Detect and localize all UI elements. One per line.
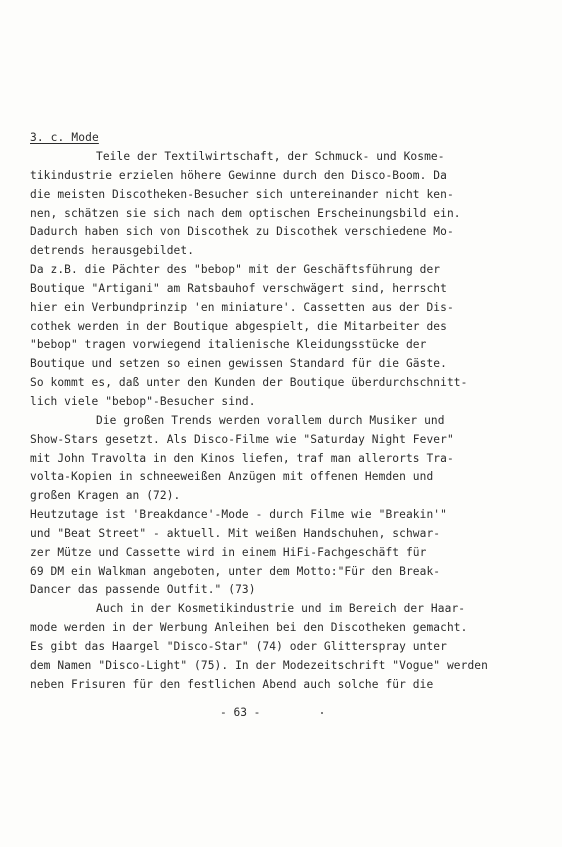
text-line: Dancer das passende Outfit." (73) [30, 583, 256, 597]
text-line: hier ein Verbundprinzip 'en miniature'. Cassetten aus der Dis- [30, 300, 454, 314]
text-line: Es gibt das Haargel "Disco-Star" (74) oder Glitterspray unter [30, 639, 447, 653]
text-line: Boutique und setzen so einen gewissen Standard für die Gäste. [30, 357, 447, 371]
text-line: Dadurch haben sich von Discothek zu Discothek verschiedene Mo- [30, 225, 454, 239]
scan-speck [321, 712, 323, 714]
text-line: großen Kragen an (72). [30, 489, 181, 503]
text-line: Die großen Trends werden vorallem durch Musiker und [96, 413, 445, 427]
body-text [30, 148, 550, 694]
text-line: mode werden in der Werbung Anleihen bei den Discotheken gemacht. [30, 621, 468, 635]
text-line: die meisten Discotheken-Besucher sich untereinander nicht ken- [30, 187, 454, 201]
text-line: 69 DM ein Walkman angeboten, unter dem Motto:"Für den Break- [30, 564, 441, 578]
text-line: zer Mütze und Cassette wird in einem HiFi-Fachgeschäft für [30, 545, 427, 559]
text-line: Boutique "Artigani" am Ratsbauhof verschwägert sind, herrscht [30, 281, 447, 295]
text-line: Auch in der Kosmetikindustrie und im Bereich der Haar- [96, 602, 466, 616]
text-line: dem Namen "Disco-Light" (75). In der Modezeitschrift "Vogue" werden [30, 658, 488, 672]
text-line: neben Frisuren für den festlichen Abend auch solche für die [30, 677, 434, 691]
text-line: mit John Travolta in den Kinos liefen, traf man allerorts Tra- [30, 451, 454, 465]
text-line: Heutzutage ist 'Breakdance'-Mode - durch Filme wie "Breakin'" [30, 508, 447, 522]
text-line: volta-Kopien in schneeweißen Anzügen mit offenen Hemden und [30, 470, 434, 484]
text-line: Show-Stars gesetzt. Als Disco-Filme wie "Saturday Night Fever" [30, 432, 454, 446]
text-line: detrends herausgebildet. [30, 244, 195, 258]
text-line: tikindustrie erzielen höhere Gewinne durch den Disco-Boom. Da [30, 168, 447, 182]
text-line: nen, schätzen sie sich nach dem optischen Erscheinungsbild ein. [30, 206, 461, 220]
text-line: So kommt es, daß unter den Kunden der Boutique überdurchschnitt- [30, 376, 468, 390]
page-number: - 63 - [220, 706, 261, 719]
text-line: lich viele "bebop"-Besucher sind. [30, 394, 256, 408]
text-line: Da z.B. die Pächter des "bebop" mit der Geschäftsführung der [30, 263, 441, 277]
section-heading: 3. c. Mode [30, 131, 99, 144]
text-line: und "Beat Street" - aktuell. Mit weißen Handschuhen, schwar- [30, 526, 441, 540]
text-line: Teile der Textilwirtschaft, der Schmuck- und Kosme- [96, 150, 445, 163]
text-line: "bebop" tragen vorwiegend italienische Kleidungsstücke der [30, 338, 427, 352]
text-line: cothek werden in der Boutique abgespielt, die Mitarbeiter des [30, 319, 447, 333]
